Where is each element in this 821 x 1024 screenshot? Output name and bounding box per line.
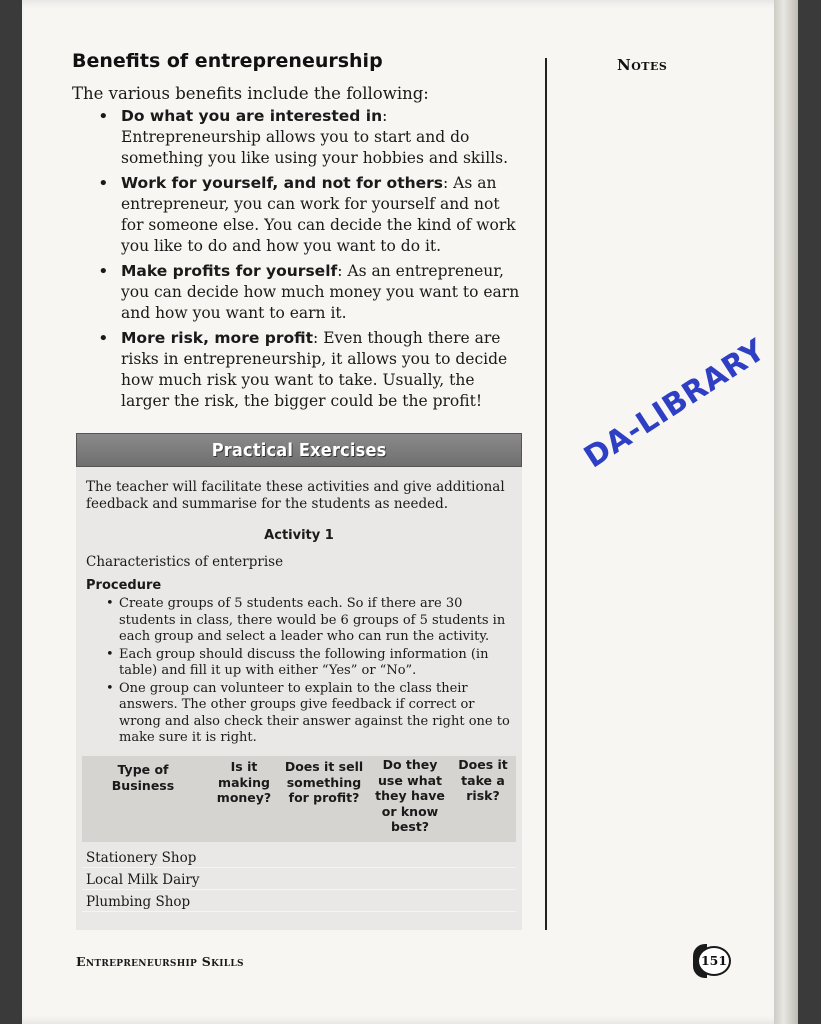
- facilitate-note: The teacher will facilitate these activities and give additional feedback and summarise for the students as needed.: [86, 479, 505, 512]
- table-row: Stationery Shop: [82, 848, 516, 868]
- column-divider: [545, 58, 547, 930]
- benefit-item: [96, 328, 526, 412]
- procedure-steps: [104, 596, 514, 748]
- table-header: [82, 756, 516, 842]
- section-intro: The various benefits include the following:: [72, 84, 429, 103]
- table-row: Local Milk Dairy: [82, 870, 516, 890]
- procedure-step: • Each group should discuss the following information (in table) and fill it up with either “Yes” or “No”.: [104, 647, 514, 680]
- header-making-money: Is it making money?: [216, 759, 272, 805]
- notes-label: Notes: [617, 56, 668, 74]
- page-edge: [774, 0, 798, 1024]
- footer-book-title: Entrepreneurship Skills: [76, 954, 244, 969]
- benefit-title: Work for yourself, and not for others: [121, 174, 444, 192]
- banner-title: Practical Exercises: [211, 439, 387, 461]
- practical-exercises-banner: [76, 433, 522, 467]
- procedure-label: Procedure: [86, 578, 162, 593]
- benefit-title: Make profits for yourself: [121, 262, 338, 280]
- header-use-what-they-have: Do they use what they have or know best?: [375, 757, 445, 834]
- benefit-text: : As an entrepreneur, you can decide how much money you want to earn and how you want to earn it.: [121, 262, 520, 322]
- benefit-text: : Even though there are risks in entrepreneurship, it allows you to decide how much risk you want to take. Usually, the larger the risk, the bigger could be the profit!: [121, 329, 508, 410]
- procedure-step: • One group can volunteer to explain to the class their answers. The other groups give feedback if correct or wrong and also check their answer against the right one to make sure it is right.: [104, 681, 514, 747]
- benefit-title: More risk, more profit: [121, 329, 314, 347]
- benefit-text: : As an entrepreneur, you can work for yourself and not for someone else. You can decide the kind of work you like to do and how you want to do it.: [121, 174, 516, 255]
- table-row: Plumbing Shop: [82, 892, 516, 912]
- activity-title: Activity 1: [264, 528, 334, 543]
- benefit-text: : Entrepreneurship allows you to start and do something you like using your hobbies and skills.: [121, 107, 509, 167]
- section-heading: Benefits of entrepreneurship: [72, 50, 383, 72]
- header-type-of-business: Type of Business: [111, 762, 175, 793]
- benefit-item: [96, 261, 526, 324]
- header-take-a-risk: Does it take a risk?: [458, 757, 508, 803]
- benefit-item: [96, 106, 526, 169]
- page-number: 151: [697, 946, 731, 976]
- benefits-list: [96, 106, 526, 416]
- header-sell-for-profit: Does it sell something for profit?: [284, 759, 364, 805]
- library-stamp: DA-LIBRARY: [578, 332, 772, 476]
- procedure-step: • Create groups of 5 students each. So if there are 30 students in class, there would be 6 groups of 5 students in each group and select a leader who can run the activity.: [104, 596, 514, 646]
- activity-subtitle: Characteristics of enterprise: [86, 554, 284, 570]
- benefit-item: [96, 173, 526, 257]
- benefit-title: Do what you are interested in: [121, 107, 383, 125]
